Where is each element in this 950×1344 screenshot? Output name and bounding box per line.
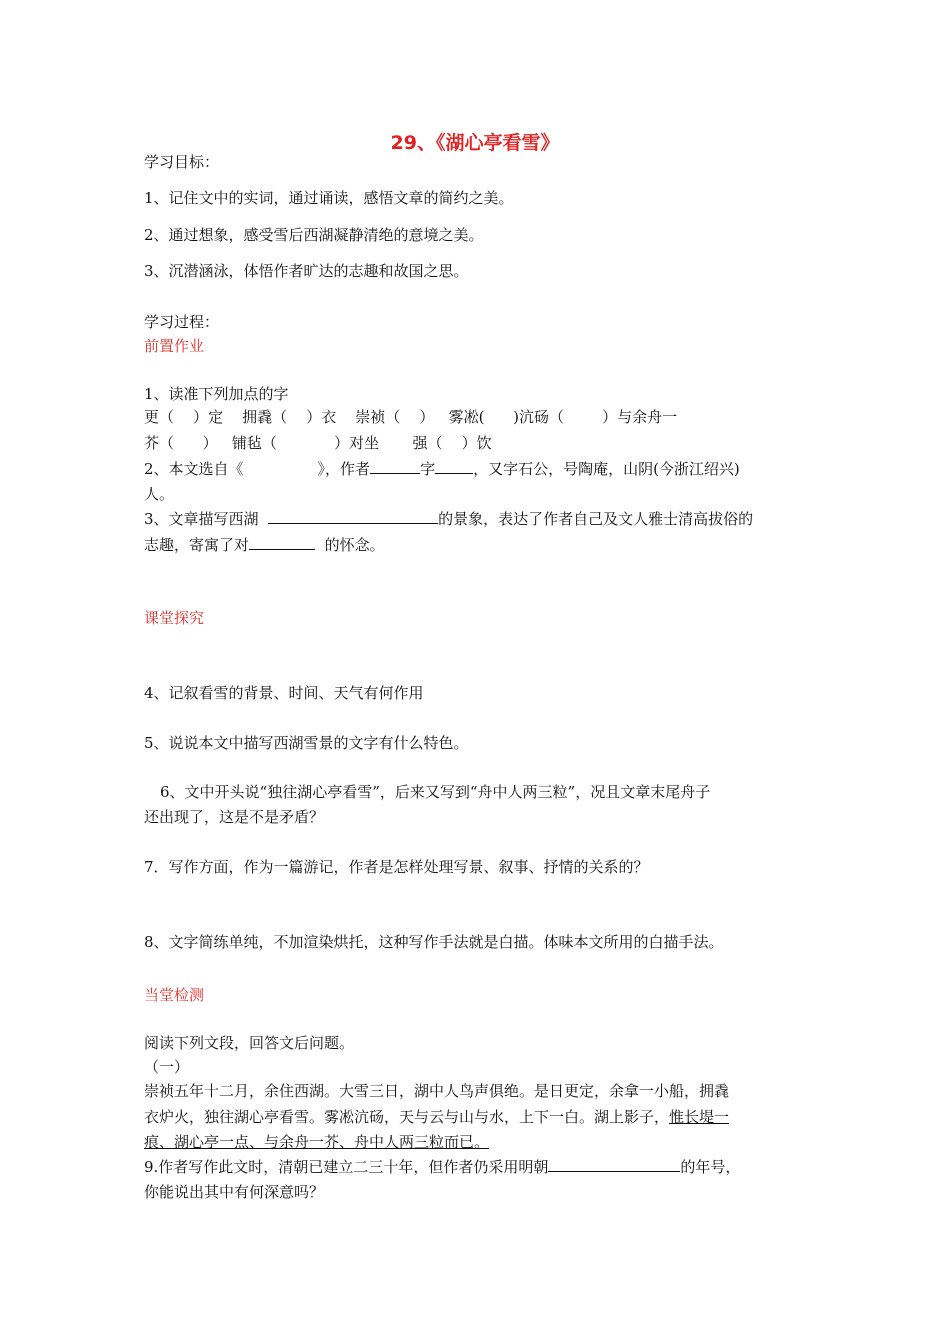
- q3-text-a: 3、文章描写西湖: [144, 510, 259, 528]
- q3-blank-scene[interactable]: [268, 509, 438, 524]
- q1-line2: 芥（ ） 铺毡（ ）对坐 强（ ）饮: [144, 434, 492, 452]
- question-5: 5、说说本文中描写西湖雪景的文字有什么特色。: [144, 734, 469, 752]
- q2-line2: 人。: [144, 485, 175, 503]
- section-heading-class: 课堂探究: [144, 609, 205, 627]
- section-heading-pre: 前置作业: [144, 337, 205, 355]
- q9-blank-era[interactable]: [548, 1157, 680, 1172]
- q9-text-a: 9.作者写作此文时，清朝已建立二三十年，但作者仍采用明朝: [144, 1158, 549, 1176]
- q1-title: 1、读准下列加点的字: [144, 385, 289, 403]
- passage-line: [144, 1107, 729, 1127]
- section-heading-test: 当堂检测: [144, 986, 205, 1004]
- q2-blank-author[interactable]: [370, 459, 420, 474]
- q2-line1: [144, 459, 740, 479]
- question-7: 7．写作方面，作为一篇游记，作者是怎样处理写景、叙事、抒情的关系的？: [144, 858, 649, 876]
- q2-blank-zi[interactable]: [435, 459, 473, 474]
- question-8: 8、文字简练单纯，不加渲染烘托，这种写作手法就是白描。体味本文所用的白描手法。: [144, 933, 724, 951]
- passage-underlined-text: 惟长堤一: [669, 1108, 730, 1126]
- reading-intro: 阅读下列文段，回答文后问题。: [144, 1034, 355, 1052]
- q2-text-a: 2、本文选自《: [144, 460, 244, 478]
- page-title: 29、《湖心亭看雪》: [390, 132, 560, 154]
- q3-text-b: 的景象，表达了作者自己及文人雅士清高拔俗的: [438, 510, 754, 528]
- q2-text-b: 》，作者: [317, 460, 371, 478]
- passage-underlined-line: 痕、湖心亭一点、与余舟一芥、舟中人两三粒而已。: [144, 1133, 490, 1151]
- q3-line2: [144, 535, 385, 555]
- process-heading: 学习过程：: [144, 313, 220, 331]
- q3-text-line2a: 志趣，寄寓了对: [144, 536, 250, 554]
- q3-line1: [144, 509, 753, 529]
- passage-text: 衣炉火，独往湖心亭看雪。雾凇沆砀，天与云与山与水，上下一白。湖上影子，: [144, 1108, 670, 1126]
- q2-text-d: ，又字石公，号陶庵，山阴(今浙江绍兴): [473, 460, 740, 478]
- q1-line1: 更（ ）定 拥毳（ ）衣 崇祯（ ） 雾凇( )沆砀（ ）与余舟一: [144, 408, 678, 426]
- question-9-line2: 你能说出其中有何深意吗？: [144, 1183, 325, 1201]
- passage-line: 崇祯五年十二月，余住西湖。大雪三日，湖中人鸟声俱绝。是日更定，余拿一小船，拥毳: [144, 1082, 730, 1100]
- question-4: 4、记叙看雪的背景、时间、天气有何作用: [144, 684, 424, 702]
- q3-text-line2b: 的怀念。: [324, 536, 385, 554]
- goal-item: 3、沉潜涵泳，体悟作者旷达的志趣和故国之思。: [144, 262, 469, 280]
- passage-part-label: （一）: [144, 1058, 190, 1076]
- question-6-line2: 还出现了，这是不是矛盾？: [144, 808, 325, 826]
- goal-item: 2、通过想象，感受雪后西湖凝静清绝的意境之美。: [144, 226, 484, 244]
- question-9-line1: [144, 1157, 740, 1177]
- q3-blank-object[interactable]: [249, 535, 315, 550]
- q9-text-b: 的年号，: [680, 1158, 741, 1176]
- goal-item: 1、记住文中的实词，通过诵读，感悟文章的简约之美。: [144, 189, 514, 207]
- q2-text-c: 字: [420, 460, 436, 478]
- question-6-line1: 6、文中开头说“独往湖心亭看雪”，后来又写到“舟中人两三粒”，况且文章末尾舟子: [160, 783, 711, 801]
- goals-heading: 学习目标：: [144, 153, 220, 171]
